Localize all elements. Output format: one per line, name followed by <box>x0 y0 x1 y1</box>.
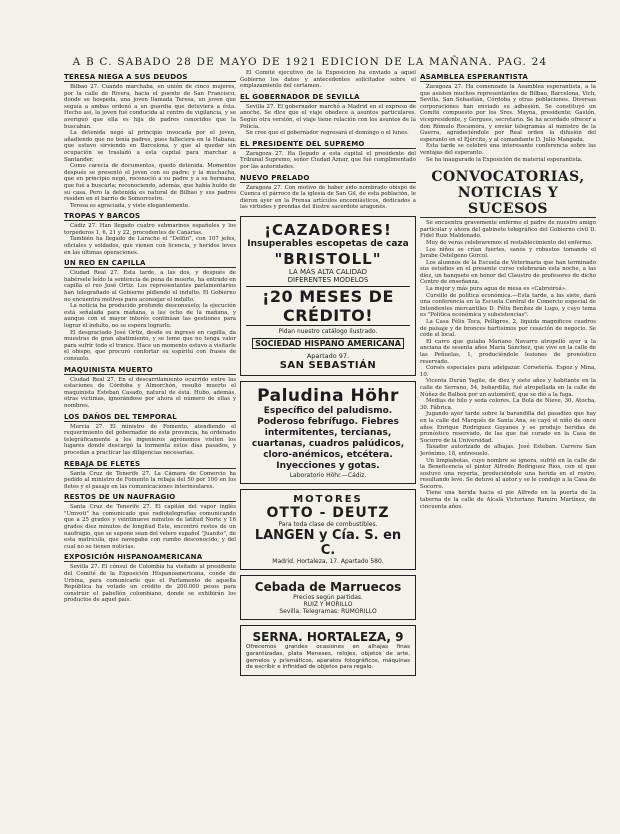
article-paragraph: Ciudad Real 27. Esta tarde, a las dos, y después de habérsele leído la sentencia de pena de muerte, ha entrado en capilla el reo José Ortiz. Los representantes parlamentarios han telegrafiado al Gobierno pidiendo el indulto. El Gobierno no encuentra motivos para aconsejar el indulto. <box>64 270 236 303</box>
article-paragraph: Zaragoza 27. Con motivo de haber sido nombrado obispo de Cuenca el párroco de la iglesia de San Gil, de esta población, le dieron ayer en la Prensa artículos encomiásticos, dedicados a las virtudes y prendas del ilustre sacerdote aragonés. <box>240 184 416 211</box>
article-paragraph: Un limpiabotas, cuyo nombre se ignora, sufrió en la calle de la Beneficencia el pintor Alfredo Rodríguez Ríos, con el que sostuvo una reyerta, produciéndole una herida en el rostro, resultando leve. Se detuvo al autor y se le condujo a la Casa de Socorro. <box>420 457 596 490</box>
article-headline: RESTOS DE UN NAUFRAGIO <box>64 493 236 502</box>
article-paragraph: Medias de hilo y seda colores. La Bola de Nieve, 30, Atocha, 30. Fábrica. <box>420 398 596 411</box>
article <box>64 73 236 209</box>
ad-serna-body: Ofrecemos grandes ocasiones en alhajas finas garantizadas, plata Meneses, relojes, objetos de arte, gemelos y prismáticos, aparatos fotográficos, máquinas de escribir e infinidad de objetos para regalo. <box>246 643 410 671</box>
article-paragraph: Jugando ayer tarde sobre la barandilla del pasadizo que hay en la calle del Marqués de Santa Ana, se cayó el niño de once años Enrique Rodríguez Goyanes y se produjo heridas de pronóstico reservado, de las que fué curado en la Casa de Socorro de la Universidad. <box>420 411 596 444</box>
article-paragraph: Corsés especiales para adelgazar. Corsetería. Espoz y Mina, 10. <box>420 365 596 378</box>
ad-cebada-contact: Sevilla. Telegramas: RUMORILLO <box>279 607 377 615</box>
page-header: A B C. SABADO 28 DE MAYO DE 1921 EDICION DE LA MAÑANA. PAG. 24 <box>72 56 548 68</box>
article-paragraph: Esta tarde se celebró una interesante conferencia sobre las ventajas del esperanto. <box>420 143 596 156</box>
article-paragraph: Santa Cruz de Tenerife 27. El capitán del vapor inglés "Umvoti" ha comunicado que radiotelegrafías comunicando que a 25 grados y veintinueve minutos de latitud Norte y 16 grados diez minutos de longitud Este, encontró restos de un naufragio, que se supone sean del velero español "Juanito", de esta matrícula, que navegaba con rumbo desconocido, y del cual no se tienen noticias. <box>64 504 236 550</box>
article-paragraph: El desgraciado José Ortiz, desde su ingreso en capilla, da muestras de gran abatimiento, y se teme que no tenga valor para sufrir todo el trance. Hace un momento estuvo a visitarle el obispo, que procuró confortar su espíritu con frases de consuelo. <box>64 329 236 362</box>
ad-cazadores-company: SOCIEDAD HISPANO AMERICANA <box>252 338 404 349</box>
article-headline: MAQUINISTA MUERTO <box>64 366 236 375</box>
article-paragraph: Tiene una herida hacia el pie Alfredo en la puerta de la taberna de la calle de Alcalá Victoriano Ramiro Martínez, de cincuenta años. <box>420 490 596 510</box>
article-headline: EXPOSICIÓN HISPANOAMERICANA <box>64 553 236 562</box>
ad-cazadores-city: SAN SEBASTIÁN <box>279 359 377 371</box>
article-paragraph: Cádiz 27. Han llegado cuatro submarinos españoles y los torpederos 1, 6, 21 y 22, procedentes de Canarias. <box>64 223 236 236</box>
article-paragraph: Murcia 27. El ministro de Fomento, atendiendo el requerimiento del gobernador de esta provincia, ha ordenado telegráficamente a los ingenieros agrónomos visiten los lugares donde descargó la tormenta estos días pasados, y procedan a practicar las diligencias necesarias. <box>64 423 236 456</box>
article <box>64 553 236 604</box>
ad-paludina-body: Específico del paludismo. Poderoso febrífugo. Fiebres intermitentes, tercianas, cuartanas, cuadros palúdicos, cloro-anémicos, etcétera. Inyecciones y gotas. <box>251 405 405 471</box>
article <box>240 70 416 90</box>
article-paragraph: El carro que guiaba Mariano Navarro atropelló ayer a la anciana de sesenta años María Sánchez, que vive en la calle de las Peñuelas, 1, produciéndole lesiones de pronóstico reservado. <box>420 338 596 365</box>
article-paragraph: También ha llegado de Larache el "Delfín", con 107 jefes, oficiales y soldados, que vienen con licencia, y heridos leves en las últimas operaciones. <box>64 236 236 256</box>
column-middle <box>240 70 416 826</box>
article-paragraph: Bilbao 27. Cuando marchaba, en unión de cinco mujeres, por la calle de Rivera, hacia el puente de San Francisco, donde se hospeda, una joven llamada Teresa, un joven que seguía a ambas ordenó a un guardia que detuviera a ésta. Hecho así, la joven fué conducida al centro de vigilancia, y se averiguó que ella es hija de padres conocidos que la buscaban. <box>64 84 236 130</box>
article-paragraph: Los alumnos de la Escuela de Veterinaria que han terminado sus estudios en el presente curso celebrarán esta noche, a las diez, un banquete en honor del Claustro de profesores de dicho Centro de enseñanza. <box>420 259 596 286</box>
ad-serna-title: SERNA. HORTALEZA, 9 <box>252 629 404 644</box>
ad-paludina-lab: Laboratorio Höhr.—Cádiz. <box>289 471 367 479</box>
ad-serna <box>240 625 416 676</box>
ad-cebada-prices: Precios según partidas. <box>293 593 363 601</box>
article-paragraph: Cursillo de política económica.—Esta tarde, a las siete, dará una conferencia en la Escuela Central de Comercio especial de Intendentes mercantiles D. Félix Benítez de Lugo, y cuyo tema es "Política económica y subsistencias". <box>420 292 596 319</box>
article-headline: EL GOBERNADOR DE SEVILLA <box>240 93 416 102</box>
article-headline: TROPAS Y BARCOS <box>64 212 236 221</box>
article <box>64 413 236 457</box>
article-paragraph: Santa Cruz de Tenerife 27. La Cámara de Comercio ha pedido al ministro de Fomento la rebaja del 50 por 100 en los fletes y el pasaje en las comunicaciones interinsulares. <box>64 470 236 490</box>
column-left <box>64 70 236 826</box>
ad-cazadores-brand: "BRISTOLL" <box>274 249 382 268</box>
article-paragraph: Ciudad Real 27. En el descarrilamiento ocurrido entre las estaciones de Córdoba y Almorchón, resultó muerto el maquinista Esteban Casado, natural de ésta. Hubo, además, otras víctimas, ignorándose por ahora el número de ellas y nombres. <box>64 376 236 409</box>
article <box>420 169 596 510</box>
column-right <box>420 70 596 826</box>
article-paragraph: Vicenta Durán Yagüe, de diez y siete años y habitante en la calle de Serrano, 54, bohardilla, fué atropellada en la calle de Núñez de Balboa por un automóvil, que se dió a la fuga. <box>420 378 596 398</box>
article-paragraph: Muy de veras celebraremos el restablecimiento del enfermo. <box>426 239 593 246</box>
article-paragraph: Teresa es agraciada, y viste elegantemente. <box>70 202 190 209</box>
article-paragraph: La mejor y más pura agua de mesa es «Cabreiroá». <box>426 286 567 293</box>
ad-motores-title: MOTORES <box>293 493 363 505</box>
article <box>240 140 416 171</box>
article <box>420 73 596 163</box>
article-headline: REBAJA DE FLETES <box>64 460 236 469</box>
article <box>64 259 236 362</box>
ad-motores-address: Madrid. Hortaleza, 17. Apartado 580. <box>272 557 384 565</box>
article-headline: ASAMBLEA ESPERANTISTA <box>420 73 596 82</box>
ad-cebada-company: RUIZ Y MORILLO <box>303 600 353 608</box>
article <box>64 460 236 491</box>
article-paragraph: Sevilla 27. El gobernador marchó a Madrid en el expreso de anoche. Se dice que el viaje obedece a asuntos particulares. Según otra versión, el viaje tiene relación con los asuntos de la Policía. <box>240 103 416 130</box>
article-headline: NUEVO PRELADO <box>240 174 416 183</box>
article <box>64 493 236 550</box>
article-paragraph: Se ha inaugurado la Exposición de material esperantista. <box>426 156 583 163</box>
ad-cazadores-quality: LA MÁS ALTA CALIDAD <box>288 267 368 276</box>
ad-motores-company: LANGEN y Cía. S. en C. <box>254 527 402 558</box>
article <box>64 212 236 256</box>
ad-cebada-title: Cebada de Marruecos <box>254 579 402 594</box>
article-paragraph: Zaragoza 27. Ha comenzado la Asamblea esperantista, a la que asisten muchos representantes de Bilbao, Barcelona, Vich, Sevilla, San Sebastián, Córdoba y otras poblaciones. Diversas corporaciones han enviado su adhesión. Se constituyó un Comité compuesto por los Sres. Mayna, presidente; Gastón, vicepresidente, y Gorgues, secretario. Se ha acordado ofrecer a don Rómulo Rocamora, y enviar telegramas al ministro de la Guerra, agradeciéndole por Real orden la difusión del esperanto en el Ejército, y al comandante D. Julio Mangada. <box>420 84 596 143</box>
article-headline: UN REO EN CAPILLA <box>64 259 236 268</box>
ad-cazadores-models: DIFERENTES MODELOS <box>287 275 369 284</box>
article-paragraph: El Comité ejecutivo de la Exposición ha enviado a aquel Gobierno los datos y antecedentes solicitados sobre el emplazamiento del certamen. <box>240 70 416 90</box>
ad-cebada <box>240 575 416 620</box>
article-paragraph: La noticia ha producido profundo desconsuelo; la ejecución está señalada para mañana, a las ocho de la mañana, y aunque con el mayor interés continúan las gestiones para lograr el indulto, no se espera lograrlo. <box>64 303 236 329</box>
ad-cazadores-catalog: Pidan nuestro catálogo ilustrado. <box>278 327 378 335</box>
article-paragraph: Como carecía de documentos, quedó detenida. Momentos después se presentó el joven con su padre; y la muchacha, que en principio negó, reconoció a su padre y a su hermano, que fué a buscarla; reconociendo, además, que había huído de su casa. Pero la detenida es natural de Bilbao y sus padres residen en el barrio de Somorrostro. <box>64 163 236 203</box>
article <box>240 93 416 137</box>
ad-cazadores-credit: ¡20 MESES DE CRÉDITO! <box>246 286 410 326</box>
ad-cazadores <box>240 216 416 376</box>
ad-motores <box>240 489 416 570</box>
article-headline: EL PRESIDENTE DEL SUPREMO <box>240 140 416 149</box>
column-middle-articles <box>240 70 416 211</box>
article-paragraph: Tasador autorizado de alhajas. José Esteban. Carrera San Jerónimo, 18, entresuelo. <box>420 444 596 457</box>
article-headline: CONVOCATORIAS, NOTICIAS Y SUCESOS <box>420 169 596 218</box>
article <box>240 174 416 211</box>
ad-motores-brand: OTTO - DEUTZ <box>266 504 390 521</box>
article-paragraph: Zaragoza 27. Ha llegado a esta capital el presidente del Tribunal Supremo, señor Ciudad Aznar, que fué cumplimentado por las autoridades. <box>240 150 416 170</box>
article-paragraph: La detenida negó al principio invocada por el joven, añadiendo que no tenía padres, pues falleciera en la Habana; que estuvo sirviendo en Barcelona, y que al quedar sin ocupación se trasladó a esta capital para marchar a Santander. <box>64 130 236 163</box>
ad-paludina-title: Paludina Höhr <box>257 385 399 406</box>
article-headline: LOS DAÑOS DEL TEMPORAL <box>64 413 236 422</box>
ad-cazadores-po-box: Apartado 97. <box>306 351 350 360</box>
ad-motores-fuel: Para toda clase de combustibles. <box>278 520 378 528</box>
article-paragraph: La Casa Félix Toca, Pelligros, 2, liquida magníficos cuadros de paisaje y de bronces hartisimos por cesación de negocio. Se cede el local. <box>420 319 596 339</box>
article <box>64 366 236 410</box>
article-paragraph: Sevilla 27. El cónsul de Colombia ha visitado al presidente del Comité de la Exposición Hispanoamericana, conde de Urbina, para comunicarle que el Parlamento de aquella República ha votado un crédito de 200.000 pesos para construir el pabellón colombiano, donde se exhibirán los productos de aquel país. <box>64 564 236 604</box>
article-paragraph: Se cree que el gobernador regresará el domingo o el lunes. <box>246 130 409 137</box>
article-headline: TERESA NIEGA A SUS DEUDOS <box>64 73 236 82</box>
ad-cazadores-title: ¡CAZADORES! <box>264 220 392 239</box>
article-paragraph: Se encuentra gravemente enfermo el padre de nuestro amigo particular y ahora del gabinete telegráfico del Gobierno civil D. Fidel Ruiz Maldonado. <box>420 220 596 240</box>
ad-paludina <box>240 381 416 484</box>
article-paragraph: Los niños se crían fuertes, sanos y robustos tomando el Jarabe Ostelgeno Gorcol. <box>420 246 596 260</box>
ad-cazadores-subtitle: Insuperables escopetas de caza <box>247 238 409 249</box>
